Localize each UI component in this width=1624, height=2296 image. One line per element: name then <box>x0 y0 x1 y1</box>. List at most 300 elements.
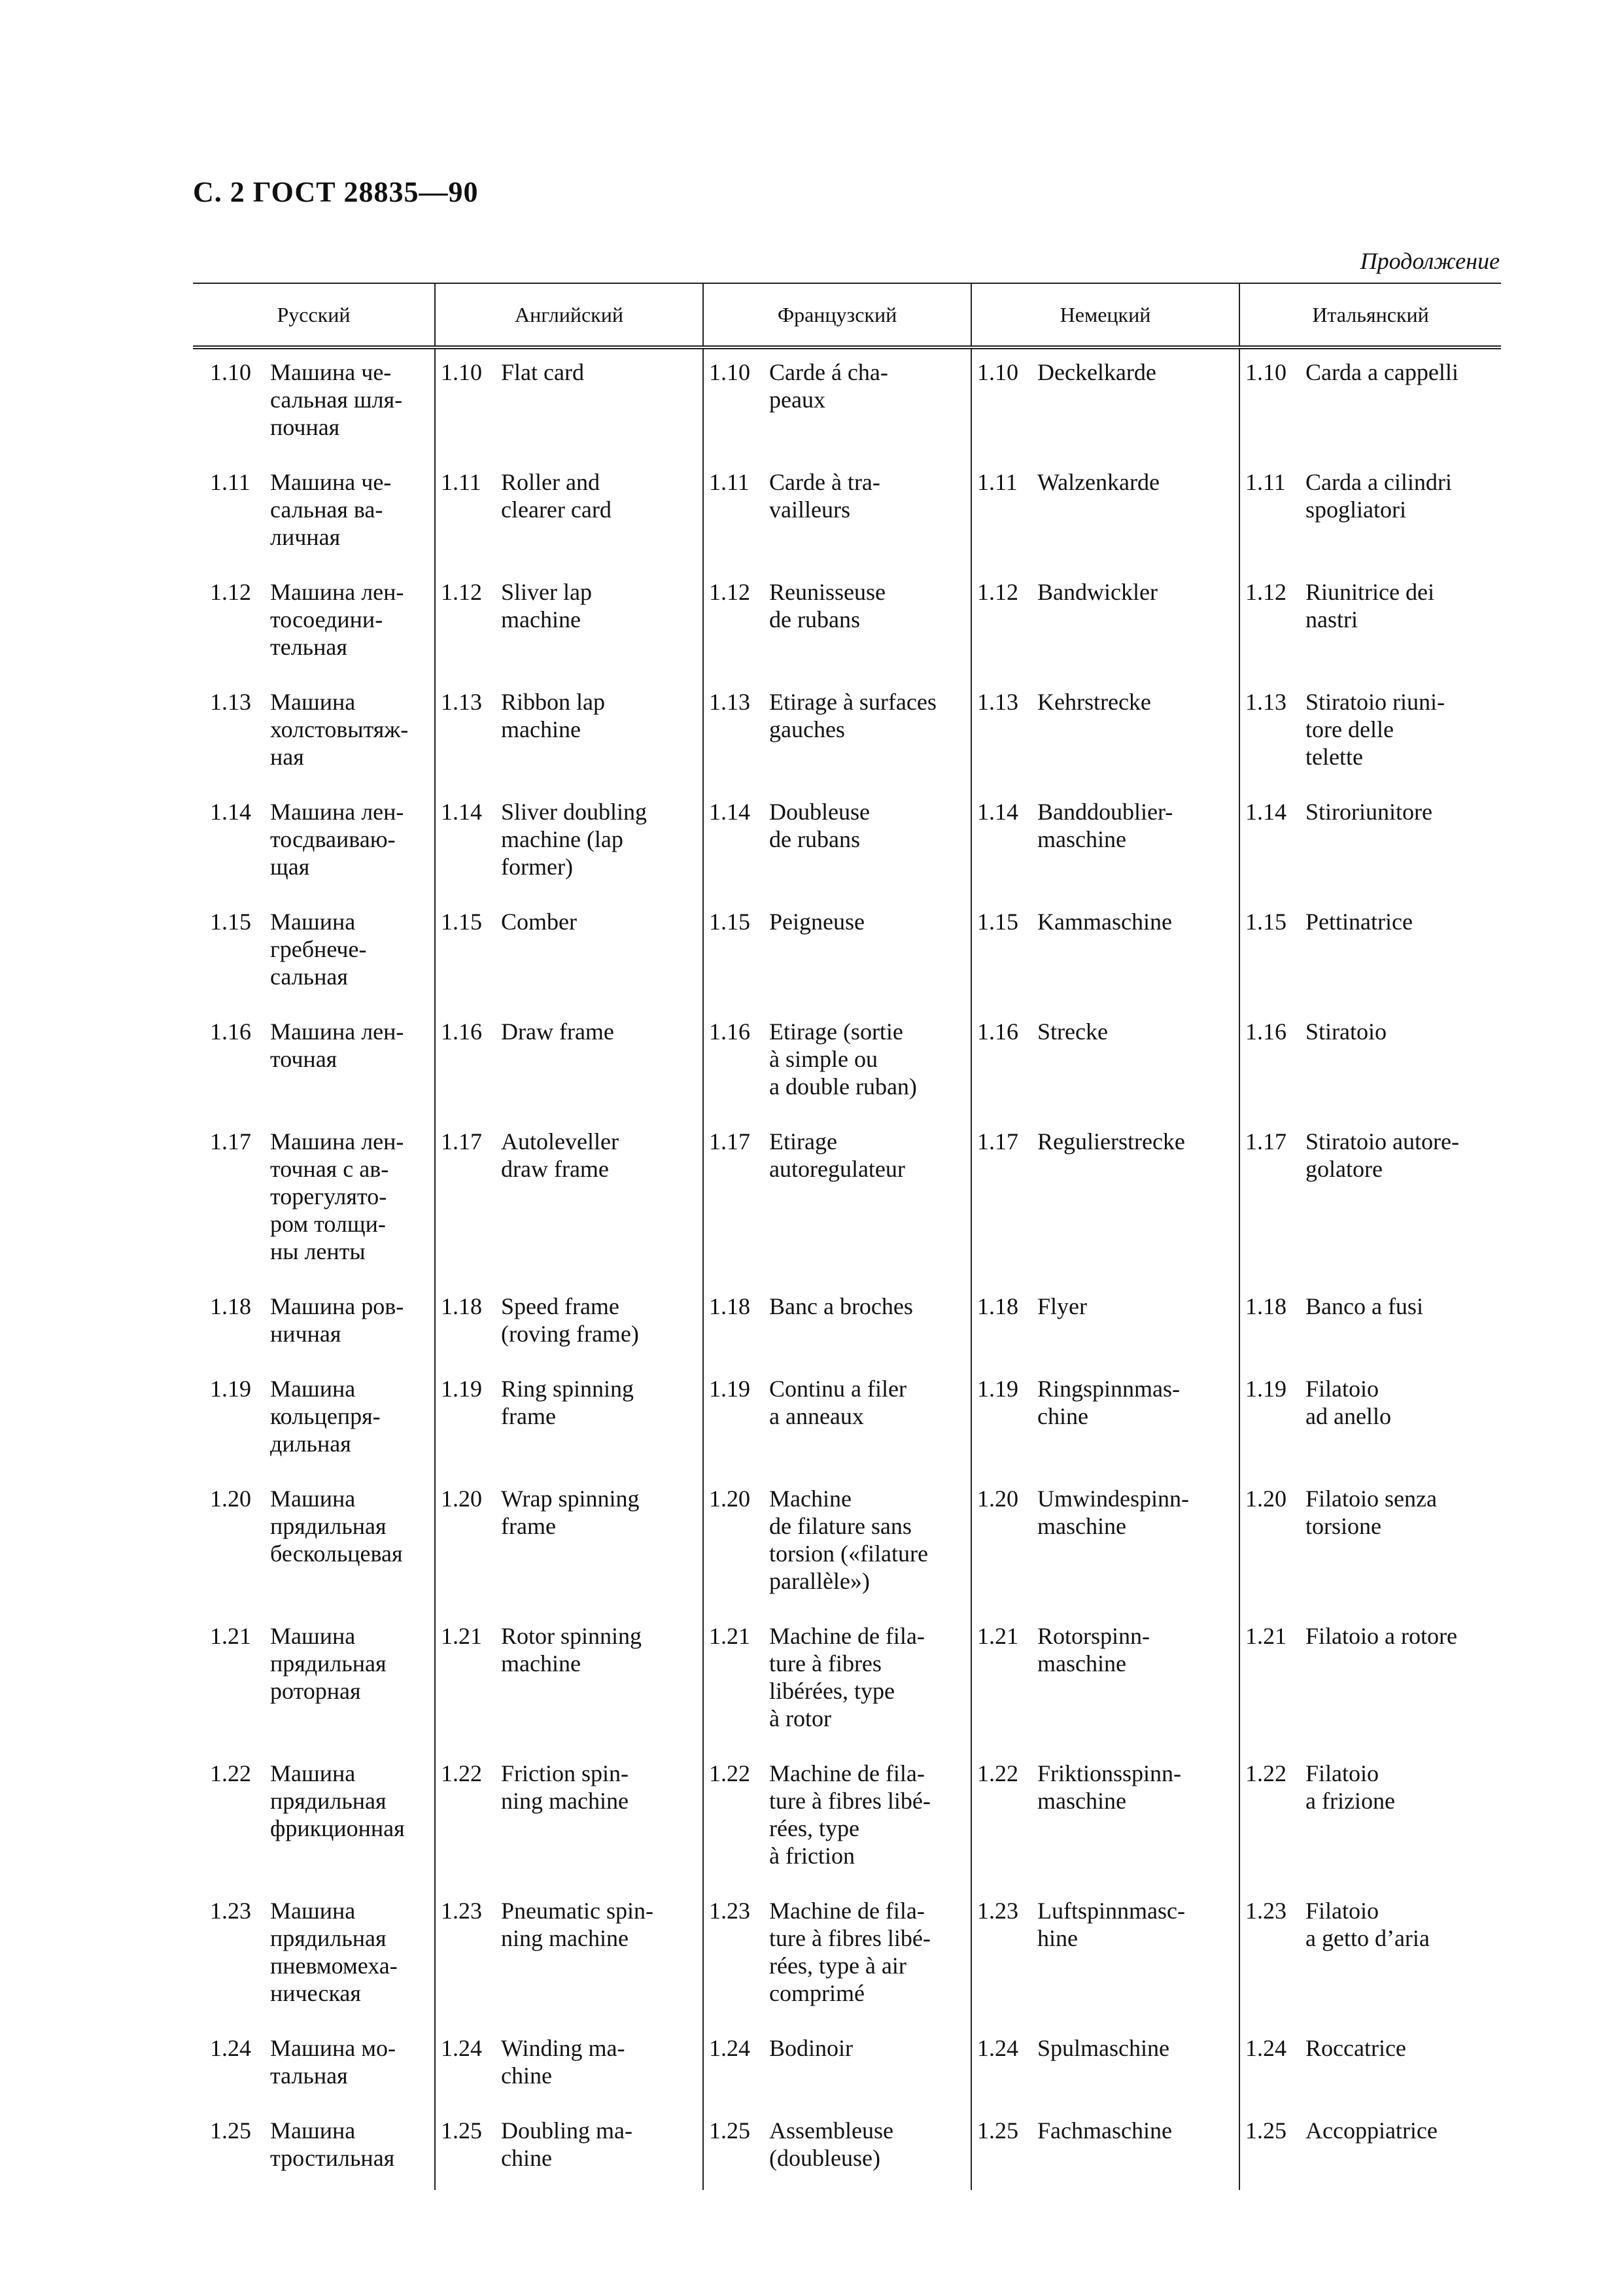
table-row <box>193 1119 1501 1283</box>
continuation-label: Продолжение <box>1360 248 1500 274</box>
term-text: Banc a broches <box>769 1293 913 1319</box>
term-entry <box>709 1018 965 1100</box>
term-number: 1.20 <box>977 1486 1018 1512</box>
term-number: 1.19 <box>709 1376 750 1402</box>
term-entry <box>709 1897 965 2007</box>
term-text: Машина прядильная фрикционная <box>270 1760 405 1841</box>
term-number: 1.20 <box>441 1486 482 1512</box>
term-text: Машина лен- тосоедини- тельная <box>270 579 404 660</box>
term-entry <box>441 578 697 633</box>
term-cell-ru <box>193 347 435 459</box>
term-entry <box>210 1375 429 1457</box>
term-cell-it <box>1239 1750 1501 1888</box>
table-row <box>193 2025 1501 2108</box>
term-cell-en <box>435 899 703 1009</box>
term-text: Accoppiatrice <box>1305 2117 1438 2144</box>
term-text: Carda a cappelli <box>1305 359 1459 385</box>
term-entry <box>977 468 1234 496</box>
term-entry <box>1245 1622 1496 1650</box>
term-cell-fr <box>703 1009 971 1119</box>
table-row <box>193 1366 1501 1476</box>
term-text: Filatoio ad anello <box>1305 1376 1391 1429</box>
term-entry <box>709 1760 965 1870</box>
term-text: Reunisseuse de rubans <box>769 579 886 633</box>
term-number: 1.23 <box>441 1898 482 1924</box>
term-cell-ru <box>193 569 435 679</box>
term-text: Ring spinning frame <box>501 1376 634 1429</box>
term-number: 1.22 <box>210 1760 251 1786</box>
term-entry <box>210 2117 429 2172</box>
term-cell-en <box>435 569 703 679</box>
term-text: Машина холстовытяж- ная <box>270 689 409 770</box>
term-entry <box>977 798 1234 853</box>
term-entry <box>441 1375 697 1430</box>
term-entry <box>977 1760 1234 1815</box>
term-number: 1.17 <box>1245 1128 1287 1155</box>
term-cell-ru <box>193 899 435 1009</box>
term-cell-fr <box>703 1119 971 1283</box>
term-entry <box>1245 1375 1496 1430</box>
term-number: 1.24 <box>709 2035 750 2061</box>
term-cell-de <box>971 789 1239 899</box>
term-cell-ru <box>193 1119 435 1283</box>
term-number: 1.10 <box>210 359 251 385</box>
term-cell-de <box>971 899 1239 1009</box>
term-cell-it <box>1239 1366 1501 1476</box>
table-row <box>193 1750 1501 1888</box>
term-number: 1.13 <box>709 689 750 715</box>
term-text: Stiratoio riuni- tore delle telette <box>1305 689 1445 770</box>
term-text: Wrap spinning frame <box>501 1486 640 1539</box>
term-cell-en <box>435 2025 703 2108</box>
table-row <box>193 1613 1501 1750</box>
term-number: 1.15 <box>709 909 750 935</box>
term-text: Машина кольцепря- дильная <box>270 1376 381 1457</box>
term-entry <box>441 1760 697 1815</box>
table-row <box>193 347 1501 459</box>
term-text: Umwindespinn- maschine <box>1037 1486 1189 1539</box>
term-text: Flyer <box>1037 1293 1087 1319</box>
term-entry <box>210 1128 429 1265</box>
term-text: Peigneuse <box>769 909 865 935</box>
term-cell-de <box>971 459 1239 569</box>
term-cell-en <box>435 2108 703 2190</box>
term-text: Filatoio senza torsione <box>1305 1486 1437 1539</box>
term-number: 1.12 <box>1245 579 1287 605</box>
term-number: 1.24 <box>1245 2035 1287 2061</box>
term-cell-fr <box>703 569 971 679</box>
term-cell-ru <box>193 1009 435 1119</box>
term-text: Doubleuse de rubans <box>769 799 870 852</box>
term-entry <box>709 1293 965 1320</box>
term-cell-de <box>971 1476 1239 1613</box>
term-number: 1.19 <box>441 1376 482 1402</box>
term-entry <box>1245 578 1496 633</box>
table-row <box>193 1888 1501 2025</box>
term-entry <box>1245 1128 1496 1183</box>
term-text: Draw frame <box>501 1018 614 1045</box>
term-number: 1.14 <box>1245 799 1287 825</box>
term-cell-de <box>971 1888 1239 2025</box>
term-cell-fr <box>703 2025 971 2108</box>
term-text: Walzenkarde <box>1037 469 1160 495</box>
term-entry <box>709 2034 965 2062</box>
term-entry <box>977 1375 1234 1430</box>
term-number: 1.18 <box>709 1293 750 1319</box>
term-cell-ru <box>193 459 435 569</box>
term-entry <box>441 1897 697 1952</box>
term-cell-fr <box>703 347 971 459</box>
term-entry <box>709 578 965 633</box>
term-number: 1.25 <box>709 2117 750 2144</box>
term-number: 1.24 <box>210 2035 251 2061</box>
term-text: Машина тростильная <box>270 2117 395 2171</box>
term-number: 1.10 <box>1245 359 1287 385</box>
term-entry <box>709 688 965 743</box>
term-cell-it <box>1239 347 1501 459</box>
term-entry <box>210 358 429 441</box>
term-cell-fr <box>703 1366 971 1476</box>
term-number: 1.13 <box>1245 689 1287 715</box>
term-number: 1.21 <box>441 1623 482 1649</box>
term-text: Speed frame (roving frame) <box>501 1293 639 1347</box>
term-cell-en <box>435 789 703 899</box>
term-entry <box>210 1622 429 1705</box>
term-entry <box>210 1897 429 2007</box>
term-number: 1.24 <box>441 2035 482 2061</box>
term-number: 1.22 <box>1245 1760 1287 1786</box>
term-text: Roccatrice <box>1305 2035 1406 2061</box>
term-text: Pneumatic spin- ning machine <box>501 1898 653 1951</box>
term-number: 1.15 <box>210 909 251 935</box>
term-number: 1.15 <box>1245 909 1287 935</box>
term-cell-fr <box>703 1613 971 1750</box>
term-entry <box>441 1485 697 1540</box>
term-cell-fr <box>703 459 971 569</box>
term-entry <box>441 908 697 935</box>
term-cell-fr <box>703 1283 971 1366</box>
term-text: Etirage (sortie à simple ou a double ruban) <box>769 1018 917 1100</box>
term-text: Autoleveller draw frame <box>501 1128 619 1182</box>
term-text: Ribbon lap machine <box>501 689 605 742</box>
term-entry <box>977 908 1234 935</box>
term-number: 1.21 <box>977 1623 1018 1649</box>
column-header-french: Французский <box>703 283 971 347</box>
term-cell-de <box>971 1750 1239 1888</box>
term-entry <box>709 1375 965 1430</box>
term-number: 1.11 <box>977 469 1018 495</box>
term-cell-en <box>435 1009 703 1119</box>
term-entry <box>977 1897 1234 1952</box>
term-number: 1.22 <box>709 1760 750 1786</box>
term-number: 1.15 <box>441 909 482 935</box>
table-row <box>193 1283 1501 1366</box>
term-text: Filatoio a frizione <box>1305 1760 1395 1814</box>
term-text: Filatoio a getto d’aria <box>1305 1898 1430 1951</box>
term-text: Машина гребнече- сальная <box>270 909 367 990</box>
term-cell-it <box>1239 459 1501 569</box>
term-entry <box>441 2034 697 2089</box>
table-row <box>193 1009 1501 1119</box>
term-cell-en <box>435 1613 703 1750</box>
table-row <box>193 2108 1501 2190</box>
term-entry <box>1245 1293 1496 1320</box>
term-cell-it <box>1239 1283 1501 1366</box>
term-text: Sliver lap machine <box>501 579 592 633</box>
term-entry <box>1245 358 1496 386</box>
term-text: Kammaschine <box>1037 909 1172 935</box>
term-number: 1.10 <box>441 359 482 385</box>
term-text: Roller and clearer card <box>501 469 612 523</box>
term-entry <box>709 468 965 523</box>
term-text: Flat card <box>501 359 584 385</box>
term-number: 1.21 <box>210 1623 251 1649</box>
term-entry <box>1245 1897 1496 1952</box>
term-number: 1.24 <box>977 2035 1018 2061</box>
term-number: 1.23 <box>709 1898 750 1924</box>
term-cell-it <box>1239 2108 1501 2190</box>
term-text: Машина прядильная бескольцевая <box>270 1486 403 1567</box>
term-cell-en <box>435 347 703 459</box>
term-text: Машина ров- ничная <box>270 1293 404 1347</box>
term-cell-en <box>435 679 703 789</box>
term-text: Машина прядильная пневмомеха- ническая <box>270 1898 398 2006</box>
term-cell-ru <box>193 1750 435 1888</box>
term-entry <box>210 1485 429 1567</box>
term-text: Regulierstrecke <box>1037 1128 1185 1155</box>
term-cell-ru <box>193 1613 435 1750</box>
term-text: Машина мо- тальная <box>270 2035 396 2089</box>
term-number: 1.12 <box>441 579 482 605</box>
term-number: 1.18 <box>441 1293 482 1319</box>
term-cell-en <box>435 1888 703 2025</box>
term-entry <box>210 468 429 551</box>
term-entry <box>210 1293 429 1348</box>
term-number: 1.14 <box>977 799 1018 825</box>
term-text: Assembleuse (doubleuse) <box>769 2117 893 2171</box>
term-text: Friction spin- ning machine <box>501 1760 629 1814</box>
term-text: Машина лен- тосдваиваю- щая <box>270 799 404 880</box>
term-entry <box>441 2117 697 2172</box>
term-entry <box>441 1018 697 1045</box>
term-cell-de <box>971 1009 1239 1119</box>
term-number: 1.23 <box>210 1898 251 1924</box>
term-number: 1.12 <box>709 579 750 605</box>
term-number: 1.16 <box>709 1018 750 1045</box>
term-cell-fr <box>703 2108 971 2190</box>
term-entry <box>709 1485 965 1595</box>
term-number: 1.16 <box>441 1018 482 1045</box>
term-entry <box>709 908 965 935</box>
term-cell-fr <box>703 679 971 789</box>
term-cell-fr <box>703 1476 971 1613</box>
term-number: 1.17 <box>709 1128 750 1155</box>
term-entry <box>1245 2034 1496 2062</box>
term-entry <box>1245 688 1496 771</box>
term-number: 1.11 <box>709 469 750 495</box>
term-entry <box>441 688 697 743</box>
term-cell-ru <box>193 2025 435 2108</box>
term-cell-de <box>971 679 1239 789</box>
term-entry <box>210 578 429 661</box>
term-text: Banddoublier- maschine <box>1037 799 1173 852</box>
term-cell-en <box>435 1366 703 1476</box>
term-entry <box>1245 1018 1496 1045</box>
term-cell-it <box>1239 1009 1501 1119</box>
term-cell-de <box>971 1283 1239 1366</box>
term-number: 1.16 <box>977 1018 1018 1045</box>
table-row <box>193 789 1501 899</box>
term-text: Машина че- сальная шля- почная <box>270 359 403 440</box>
term-text: Bandwickler <box>1037 579 1158 605</box>
term-entry <box>441 798 697 880</box>
term-text: Машина прядильная роторная <box>270 1623 387 1704</box>
term-number: 1.18 <box>1245 1293 1287 1319</box>
term-cell-en <box>435 1750 703 1888</box>
term-cell-ru <box>193 789 435 899</box>
term-cell-fr <box>703 1888 971 2025</box>
term-number: 1.18 <box>210 1293 251 1319</box>
term-entry <box>210 908 429 990</box>
table-row <box>193 569 1501 679</box>
term-number: 1.13 <box>441 689 482 715</box>
term-cell-de <box>971 1119 1239 1283</box>
term-text: Machine de fila- ture à fibres libé- rées, type à air comprimé <box>769 1898 931 2006</box>
term-number: 1.25 <box>977 2117 1018 2144</box>
term-entry <box>977 2034 1234 2062</box>
term-number: 1.22 <box>441 1760 482 1786</box>
term-entry <box>977 688 1234 716</box>
term-cell-de <box>971 1366 1239 1476</box>
term-text: Deckelkarde <box>1037 359 1156 385</box>
term-entry <box>1245 1760 1496 1815</box>
term-number: 1.12 <box>210 579 251 605</box>
term-number: 1.18 <box>977 1293 1018 1319</box>
term-text: Rotor spinning machine <box>501 1623 642 1677</box>
term-entry <box>977 1293 1234 1320</box>
term-cell-de <box>971 2108 1239 2190</box>
term-cell-de <box>971 347 1239 459</box>
term-number: 1.14 <box>709 799 750 825</box>
term-number: 1.21 <box>709 1623 750 1649</box>
term-number: 1.20 <box>210 1486 251 1512</box>
term-number: 1.16 <box>1245 1018 1287 1045</box>
column-header-english: Английский <box>435 283 703 347</box>
term-text: Comber <box>501 909 577 935</box>
term-text: Spulmaschine <box>1037 2035 1169 2061</box>
term-entry <box>441 1293 697 1348</box>
term-text: Carde à tra- vailleurs <box>769 469 880 523</box>
term-entry <box>1245 468 1496 523</box>
term-number: 1.25 <box>1245 2117 1287 2144</box>
term-cell-en <box>435 1476 703 1613</box>
term-entry <box>709 1622 965 1732</box>
term-entry <box>709 798 965 853</box>
term-entry <box>441 358 697 386</box>
column-header-german: Немецкий <box>971 283 1239 347</box>
term-cell-en <box>435 459 703 569</box>
term-text: Pettinatrice <box>1305 909 1413 935</box>
term-number: 1.15 <box>977 909 1018 935</box>
term-text: Sliver doubling machine (lap former) <box>501 799 647 880</box>
term-entry <box>210 688 429 771</box>
term-cell-de <box>971 1613 1239 1750</box>
term-cell-de <box>971 2025 1239 2108</box>
term-number: 1.19 <box>210 1376 251 1402</box>
term-text: Strecke <box>1037 1018 1108 1045</box>
term-text: Luftspinnmasc- hine <box>1037 1898 1185 1951</box>
term-number: 1.22 <box>977 1760 1018 1786</box>
term-entry <box>977 1622 1234 1677</box>
term-entry <box>977 2117 1234 2144</box>
term-entry <box>1245 798 1496 826</box>
term-text: Carde á cha- peaux <box>769 359 888 413</box>
term-text: Fachmaschine <box>1037 2117 1172 2144</box>
term-entry <box>977 358 1234 386</box>
term-entry <box>441 1128 697 1183</box>
term-text: Etirage autoregulateur <box>769 1128 905 1182</box>
term-entry <box>210 1018 429 1073</box>
term-cell-ru <box>193 2108 435 2190</box>
term-cell-ru <box>193 679 435 789</box>
term-number: 1.17 <box>977 1128 1018 1155</box>
term-text: Riunitrice dei nastri <box>1305 579 1434 633</box>
term-text: Bodinoir <box>769 2035 854 2061</box>
term-text: Stiroriunitore <box>1305 799 1432 825</box>
term-text: Kehrstrecke <box>1037 689 1151 715</box>
term-number: 1.17 <box>441 1128 482 1155</box>
term-cell-en <box>435 1119 703 1283</box>
term-text: Doubling ma- chine <box>501 2117 632 2171</box>
term-number: 1.10 <box>977 359 1018 385</box>
term-text: Машина лен- точная с ав- торегулято- ром толщи- ны ленты <box>270 1128 404 1264</box>
term-entry <box>709 2117 965 2172</box>
term-number: 1.25 <box>441 2117 482 2144</box>
term-text: Ringspinnmas- chine <box>1037 1376 1181 1429</box>
term-number: 1.11 <box>1245 469 1286 495</box>
term-number: 1.14 <box>441 799 482 825</box>
column-header-italian: Итальянский <box>1239 283 1501 347</box>
term-cell-it <box>1239 1888 1501 2025</box>
term-text: Winding ma- chine <box>501 2035 625 2089</box>
term-entry <box>709 358 965 413</box>
term-entry <box>1245 908 1496 935</box>
term-number: 1.20 <box>709 1486 750 1512</box>
term-text: Banco a fusi <box>1305 1293 1423 1319</box>
term-text: Rotorspinn- maschine <box>1037 1623 1150 1677</box>
term-number: 1.13 <box>210 689 251 715</box>
term-entry <box>210 1760 429 1842</box>
term-cell-fr <box>703 789 971 899</box>
term-cell-it <box>1239 2025 1501 2108</box>
term-cell-it <box>1239 1476 1501 1613</box>
term-cell-it <box>1239 569 1501 679</box>
term-text: Filatoio a rotore <box>1305 1623 1457 1649</box>
term-number: 1.11 <box>441 469 481 495</box>
term-text: Continu a filer a anneaux <box>769 1376 907 1429</box>
column-header-russian: Русский <box>193 283 435 347</box>
term-number: 1.21 <box>1245 1623 1287 1649</box>
term-number: 1.11 <box>210 469 251 495</box>
term-text: Friktionsspinn- maschine <box>1037 1760 1182 1814</box>
table-row <box>193 679 1501 789</box>
term-cell-it <box>1239 1119 1501 1283</box>
term-cell-de <box>971 569 1239 679</box>
term-number: 1.14 <box>210 799 251 825</box>
table-header-row <box>193 283 1501 347</box>
term-entry <box>977 1485 1234 1540</box>
term-text: Машина лен- точная <box>270 1018 404 1072</box>
